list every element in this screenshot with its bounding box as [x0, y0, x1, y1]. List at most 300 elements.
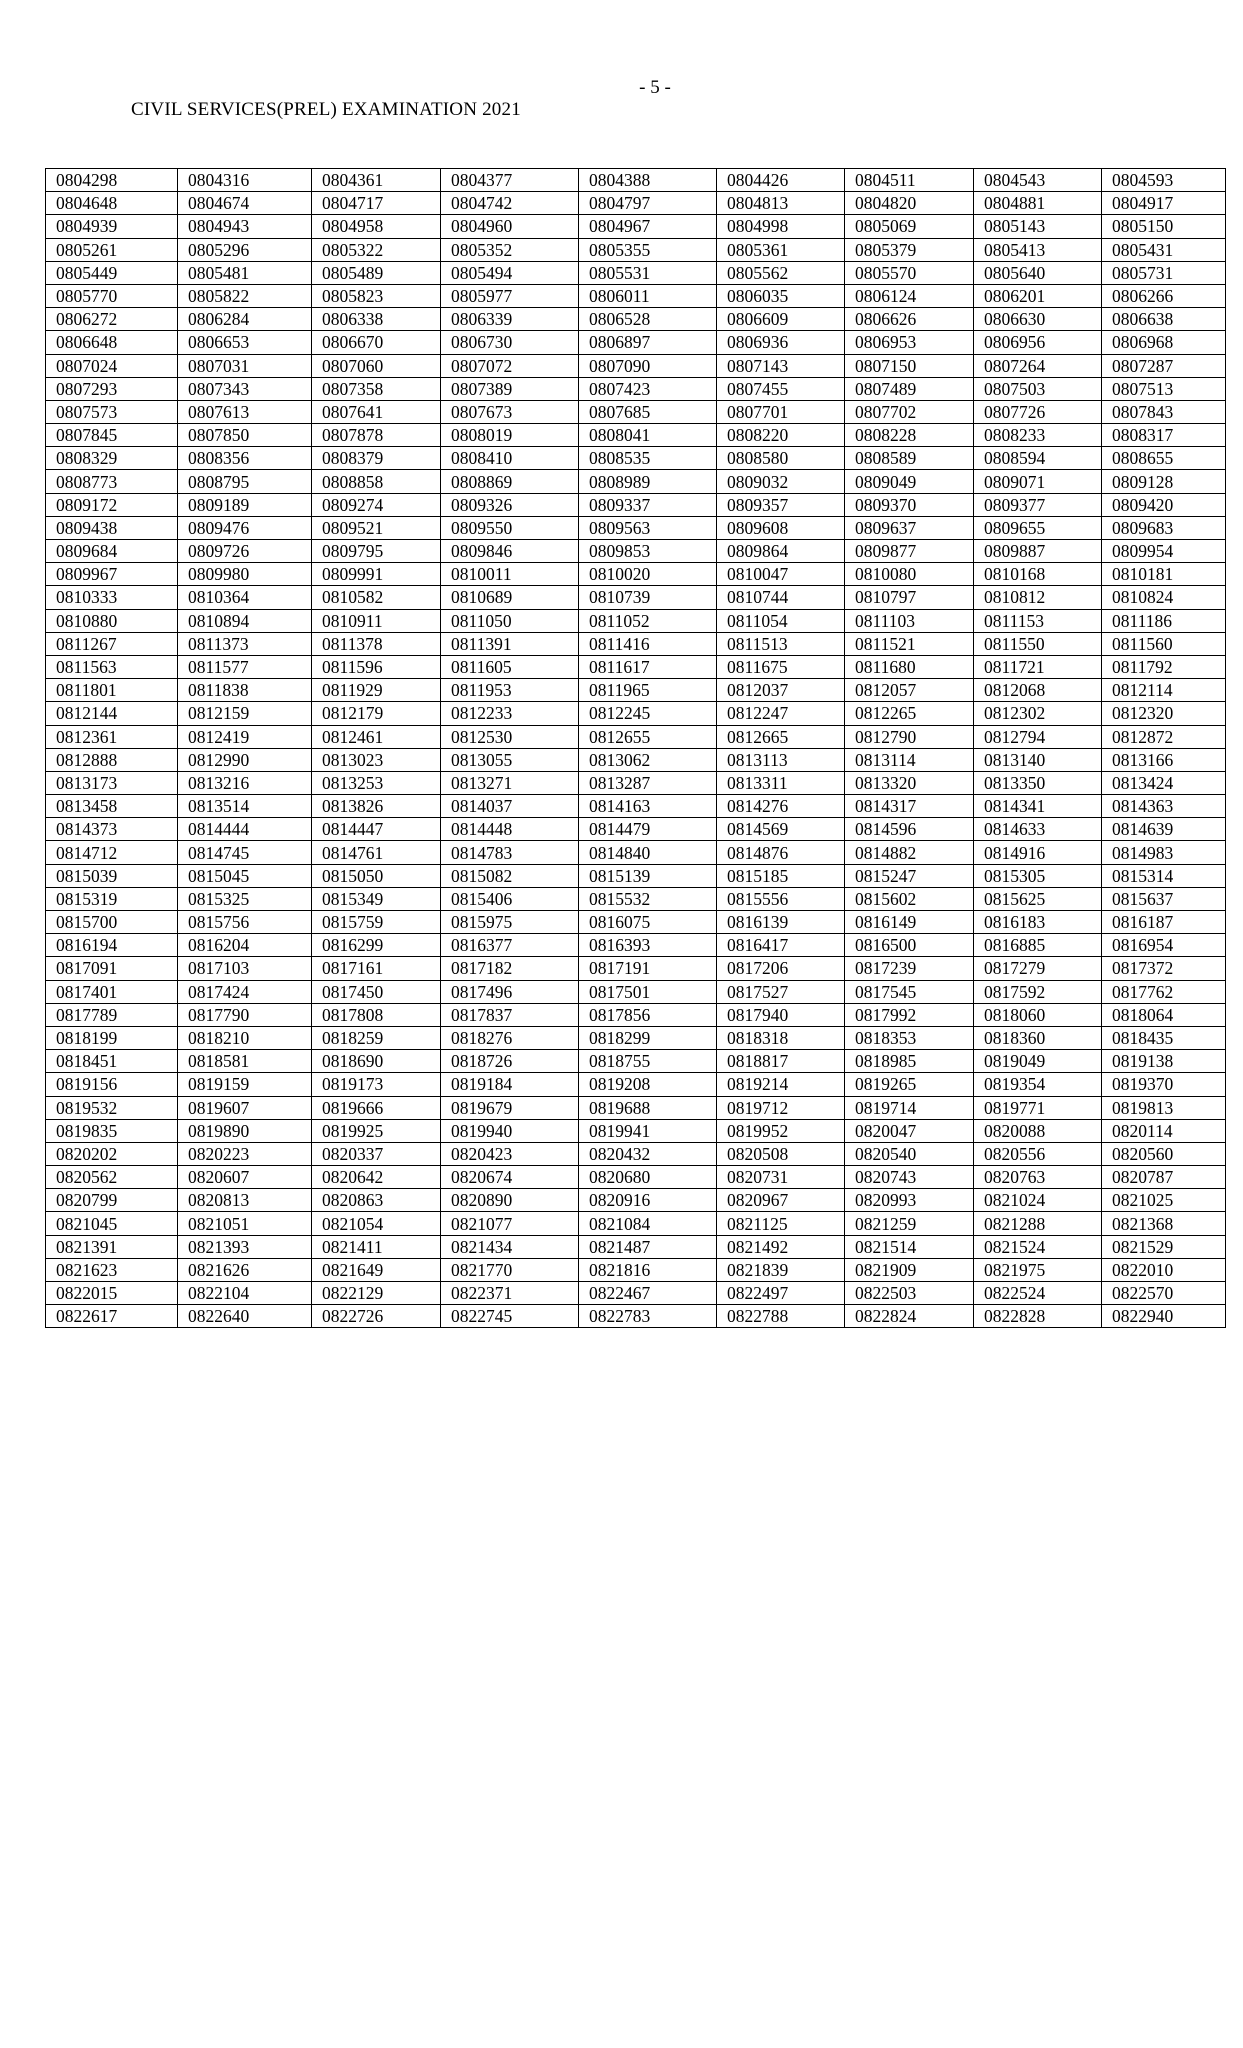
roll-number-cell: 0809608 — [717, 516, 845, 539]
roll-number-cell: 0817372 — [1102, 957, 1226, 980]
roll-number-cell: 0820560 — [1102, 1142, 1226, 1165]
roll-number-cell: 0813271 — [441, 771, 579, 794]
roll-number-cell: 0815139 — [579, 864, 717, 887]
roll-number-cell: 0819890 — [178, 1119, 312, 1142]
roll-number-cell: 0816187 — [1102, 911, 1226, 934]
roll-number-cell: 0819208 — [579, 1073, 717, 1096]
roll-number-cell: 0818199 — [46, 1026, 178, 1049]
roll-number-cell: 0811563 — [46, 655, 178, 678]
roll-number-cell: 0811577 — [178, 655, 312, 678]
roll-number-cell: 0814882 — [845, 841, 974, 864]
roll-number-cell: 0819940 — [441, 1119, 579, 1142]
roll-number-cell: 0812665 — [717, 725, 845, 748]
roll-number-cell: 0819679 — [441, 1096, 579, 1119]
roll-number-cell: 0820763 — [974, 1166, 1102, 1189]
roll-number-cell: 0812320 — [1102, 702, 1226, 725]
roll-number-cell: 0807024 — [46, 354, 178, 377]
roll-number-cell: 0807489 — [845, 377, 974, 400]
roll-number-cell: 0806284 — [178, 308, 312, 331]
roll-number-cell: 0820337 — [312, 1142, 441, 1165]
roll-number-cell: 0819354 — [974, 1073, 1102, 1096]
roll-number-cell: 0807573 — [46, 400, 178, 423]
roll-number-cell: 0807389 — [441, 377, 579, 400]
roll-number-cell: 0814373 — [46, 818, 178, 841]
roll-number-cell: 0813458 — [46, 795, 178, 818]
roll-number-cell: 0817856 — [579, 1003, 717, 1026]
roll-number-cell: 0818726 — [441, 1050, 579, 1073]
roll-number-cell: 0822783 — [579, 1305, 717, 1328]
roll-number-cell: 0818451 — [46, 1050, 178, 1073]
roll-number-cell: 0817496 — [441, 980, 579, 1003]
roll-number-cell: 0808317 — [1102, 424, 1226, 447]
roll-number-cell: 0818985 — [845, 1050, 974, 1073]
roll-number-cell: 0819138 — [1102, 1050, 1226, 1073]
roll-number-cell: 0818210 — [178, 1026, 312, 1049]
roll-number-cell: 0808589 — [845, 447, 974, 470]
roll-number-cell: 0804998 — [717, 215, 845, 238]
roll-number-cell: 0814317 — [845, 795, 974, 818]
roll-number-cell: 0809128 — [1102, 470, 1226, 493]
roll-number-cell: 0809795 — [312, 540, 441, 563]
roll-number-cell: 0806648 — [46, 331, 178, 354]
table-row — [46, 192, 1226, 215]
roll-number-cell: 0821259 — [845, 1212, 974, 1235]
roll-number-cell: 0812990 — [178, 748, 312, 771]
roll-number-cell: 0804939 — [46, 215, 178, 238]
roll-number-cell: 0804960 — [441, 215, 579, 238]
roll-number-cell: 0809887 — [974, 540, 1102, 563]
roll-number-cell: 0812233 — [441, 702, 579, 725]
roll-number-cell: 0817545 — [845, 980, 974, 1003]
table-row — [46, 795, 1226, 818]
roll-number-cell: 0821368 — [1102, 1212, 1226, 1235]
roll-number-cell: 0813424 — [1102, 771, 1226, 794]
roll-number-cell: 0811596 — [312, 655, 441, 678]
roll-number-cell: 0812790 — [845, 725, 974, 748]
table-row — [46, 748, 1226, 771]
table-row — [46, 1119, 1226, 1142]
roll-number-cell: 0815406 — [441, 887, 579, 910]
roll-number-cell: 0814633 — [974, 818, 1102, 841]
roll-number-cell: 0817103 — [178, 957, 312, 980]
roll-number-cell: 0807503 — [974, 377, 1102, 400]
roll-number-cell: 0809189 — [178, 493, 312, 516]
roll-number-cell: 0821626 — [178, 1258, 312, 1281]
roll-number-cell: 0812037 — [717, 679, 845, 702]
roll-number-cell: 0815314 — [1102, 864, 1226, 887]
roll-number-cell: 0808041 — [579, 424, 717, 447]
roll-number-cell: 0808773 — [46, 470, 178, 493]
table-row — [46, 424, 1226, 447]
roll-number-cell: 0819714 — [845, 1096, 974, 1119]
roll-number-cell: 0810020 — [579, 563, 717, 586]
roll-number-cell: 0821487 — [579, 1235, 717, 1258]
table-row — [46, 238, 1226, 261]
roll-number-cell: 0814916 — [974, 841, 1102, 864]
roll-number-cell: 0818318 — [717, 1026, 845, 1049]
roll-number-cell: 0820967 — [717, 1189, 845, 1212]
roll-number-cell: 0822617 — [46, 1305, 178, 1328]
roll-number-cell: 0819688 — [579, 1096, 717, 1119]
roll-number-cell: 0815082 — [441, 864, 579, 887]
roll-number-cell: 0808356 — [178, 447, 312, 470]
table-row — [46, 655, 1226, 678]
roll-number-cell: 0809326 — [441, 493, 579, 516]
roll-number-cell: 0816194 — [46, 934, 178, 957]
roll-number-cell: 0809032 — [717, 470, 845, 493]
roll-number-cell: 0816299 — [312, 934, 441, 957]
table-row — [46, 980, 1226, 1003]
roll-number-cell: 0811103 — [845, 609, 974, 632]
roll-number-table — [45, 168, 1226, 1328]
roll-number-cell: 0816393 — [579, 934, 717, 957]
roll-number-cell: 0810911 — [312, 609, 441, 632]
roll-number-cell: 0815325 — [178, 887, 312, 910]
roll-number-cell: 0813253 — [312, 771, 441, 794]
roll-number-cell: 0818353 — [845, 1026, 974, 1049]
roll-number-cell: 0820114 — [1102, 1119, 1226, 1142]
roll-number-cell: 0814276 — [717, 795, 845, 818]
roll-number-cell: 0809967 — [46, 563, 178, 586]
roll-number-cell: 0805570 — [845, 261, 974, 284]
roll-number-cell: 0807701 — [717, 400, 845, 423]
roll-number-cell: 0812419 — [178, 725, 312, 748]
roll-number-cell: 0820674 — [441, 1166, 579, 1189]
roll-number-cell: 0819941 — [579, 1119, 717, 1142]
table-row — [46, 725, 1226, 748]
roll-number-cell: 0818299 — [579, 1026, 717, 1049]
roll-number-cell: 0822940 — [1102, 1305, 1226, 1328]
roll-number-cell: 0812265 — [845, 702, 974, 725]
roll-number-cell: 0819265 — [845, 1073, 974, 1096]
roll-number-cell: 0816885 — [974, 934, 1102, 957]
roll-number-cell: 0811801 — [46, 679, 178, 702]
roll-number-cell: 0809954 — [1102, 540, 1226, 563]
roll-number-cell: 0809683 — [1102, 516, 1226, 539]
roll-number-cell: 0812655 — [579, 725, 717, 748]
roll-number-cell: 0811953 — [441, 679, 579, 702]
roll-number-cell: 0819049 — [974, 1050, 1102, 1073]
roll-number-cell: 0815975 — [441, 911, 579, 934]
roll-number-cell: 0812114 — [1102, 679, 1226, 702]
roll-number-cell: 0814840 — [579, 841, 717, 864]
roll-number-cell: 0806630 — [974, 308, 1102, 331]
roll-number-cell: 0810739 — [579, 586, 717, 609]
roll-number-cell: 0816377 — [441, 934, 579, 957]
roll-number-cell: 0820813 — [178, 1189, 312, 1212]
roll-number-cell: 0821524 — [974, 1235, 1102, 1258]
table-row — [46, 864, 1226, 887]
roll-number-cell: 0816075 — [579, 911, 717, 934]
roll-number-cell: 0819159 — [178, 1073, 312, 1096]
table-row — [46, 563, 1226, 586]
roll-number-cell: 0804648 — [46, 192, 178, 215]
roll-number-cell: 0815349 — [312, 887, 441, 910]
roll-number-cell: 0813350 — [974, 771, 1102, 794]
roll-number-cell: 0806528 — [579, 308, 717, 331]
table-row — [46, 632, 1226, 655]
roll-number-cell: 0815625 — [974, 887, 1102, 910]
roll-number-cell: 0811391 — [441, 632, 579, 655]
roll-number-cell: 0808220 — [717, 424, 845, 447]
roll-number-cell: 0804511 — [845, 169, 974, 192]
roll-number-cell: 0816204 — [178, 934, 312, 957]
roll-number-cell: 0805489 — [312, 261, 441, 284]
roll-number-cell: 0822524 — [974, 1282, 1102, 1305]
roll-number-cell: 0818690 — [312, 1050, 441, 1073]
table-row — [46, 1026, 1226, 1049]
table-row — [46, 1142, 1226, 1165]
roll-number-cell: 0806897 — [579, 331, 717, 354]
roll-number-cell: 0813166 — [1102, 748, 1226, 771]
roll-number-cell: 0808329 — [46, 447, 178, 470]
roll-number-cell: 0818435 — [1102, 1026, 1226, 1049]
table-row — [46, 516, 1226, 539]
roll-number-cell: 0818060 — [974, 1003, 1102, 1026]
roll-number-cell: 0809846 — [441, 540, 579, 563]
table-row — [46, 934, 1226, 957]
roll-number-cell: 0813062 — [579, 748, 717, 771]
roll-number-cell: 0806035 — [717, 284, 845, 307]
roll-number-cell: 0806626 — [845, 308, 974, 331]
roll-number-cell: 0809071 — [974, 470, 1102, 493]
roll-number-cell: 0813514 — [178, 795, 312, 818]
roll-number-cell: 0816417 — [717, 934, 845, 957]
roll-number-cell: 0805143 — [974, 215, 1102, 238]
roll-number-cell: 0809991 — [312, 563, 441, 586]
table-row — [46, 400, 1226, 423]
roll-number-cell: 0815700 — [46, 911, 178, 934]
roll-number-cell: 0804813 — [717, 192, 845, 215]
roll-number-cell: 0814761 — [312, 841, 441, 864]
roll-number-cell: 0819173 — [312, 1073, 441, 1096]
roll-number-cell: 0815319 — [46, 887, 178, 910]
roll-number-cell: 0805494 — [441, 261, 579, 284]
table-row — [46, 841, 1226, 864]
roll-number-cell: 0804316 — [178, 169, 312, 192]
roll-number-cell: 0818581 — [178, 1050, 312, 1073]
table-row — [46, 1235, 1226, 1258]
page-number: - 5 - — [639, 77, 671, 98]
roll-number-table-body — [46, 169, 1226, 1328]
roll-number-cell: 0808869 — [441, 470, 579, 493]
roll-number-cell: 0806272 — [46, 308, 178, 331]
table-row — [46, 1073, 1226, 1096]
roll-number-cell: 0805361 — [717, 238, 845, 261]
roll-number-cell: 0820680 — [579, 1166, 717, 1189]
roll-number-cell: 0814639 — [1102, 818, 1226, 841]
roll-number-cell: 0812302 — [974, 702, 1102, 725]
roll-number-cell: 0819835 — [46, 1119, 178, 1142]
roll-number-cell: 0813114 — [845, 748, 974, 771]
roll-number-cell: 0807264 — [974, 354, 1102, 377]
roll-number-cell: 0808019 — [441, 424, 579, 447]
roll-number-cell: 0805413 — [974, 238, 1102, 261]
roll-number-cell: 0809864 — [717, 540, 845, 563]
roll-number-cell: 0822467 — [579, 1282, 717, 1305]
roll-number-cell: 0805562 — [717, 261, 845, 284]
roll-number-cell: 0819607 — [178, 1096, 312, 1119]
roll-number-cell: 0820088 — [974, 1119, 1102, 1142]
table-row — [46, 354, 1226, 377]
roll-number-cell: 0817206 — [717, 957, 845, 980]
roll-number-cell: 0821649 — [312, 1258, 441, 1281]
roll-number-cell: 0808858 — [312, 470, 441, 493]
roll-number-cell: 0818064 — [1102, 1003, 1226, 1026]
roll-number-cell: 0807726 — [974, 400, 1102, 423]
table-row — [46, 447, 1226, 470]
roll-number-cell: 0814569 — [717, 818, 845, 841]
roll-number-cell: 0808655 — [1102, 447, 1226, 470]
roll-number-cell: 0822497 — [717, 1282, 845, 1305]
roll-number-cell: 0822503 — [845, 1282, 974, 1305]
roll-number-cell: 0821125 — [717, 1212, 845, 1235]
roll-number-cell: 0815602 — [845, 887, 974, 910]
roll-number-cell: 0820642 — [312, 1166, 441, 1189]
roll-number-cell: 0817182 — [441, 957, 579, 980]
roll-number-cell: 0822570 — [1102, 1282, 1226, 1305]
roll-number-cell: 0809521 — [312, 516, 441, 539]
roll-number-cell: 0805822 — [178, 284, 312, 307]
roll-number-cell: 0815039 — [46, 864, 178, 887]
roll-number-cell: 0813173 — [46, 771, 178, 794]
roll-number-cell: 0806956 — [974, 331, 1102, 354]
roll-number-cell: 0804674 — [178, 192, 312, 215]
roll-number-cell: 0821514 — [845, 1235, 974, 1258]
roll-number-cell: 0811929 — [312, 679, 441, 702]
roll-number-cell: 0804797 — [579, 192, 717, 215]
roll-number-cell: 0807673 — [441, 400, 579, 423]
roll-number-cell: 0821623 — [46, 1258, 178, 1281]
roll-number-cell: 0818276 — [441, 1026, 579, 1049]
roll-number-cell: 0822371 — [441, 1282, 579, 1305]
roll-number-cell: 0812461 — [312, 725, 441, 748]
roll-number-cell: 0807072 — [441, 354, 579, 377]
roll-number-cell: 0805355 — [579, 238, 717, 261]
roll-number-cell: 0819156 — [46, 1073, 178, 1096]
roll-number-cell: 0805150 — [1102, 215, 1226, 238]
roll-number-cell: 0807685 — [579, 400, 717, 423]
roll-number-cell: 0812057 — [845, 679, 974, 702]
table-row — [46, 702, 1226, 725]
roll-number-cell: 0809370 — [845, 493, 974, 516]
roll-number-cell: 0814163 — [579, 795, 717, 818]
roll-number-cell: 0807143 — [717, 354, 845, 377]
roll-number-cell: 0819712 — [717, 1096, 845, 1119]
roll-number-cell: 0820743 — [845, 1166, 974, 1189]
roll-number-cell: 0811513 — [717, 632, 845, 655]
roll-number-cell: 0822726 — [312, 1305, 441, 1328]
roll-number-cell: 0816183 — [974, 911, 1102, 934]
roll-number-cell: 0820423 — [441, 1142, 579, 1165]
roll-number-cell: 0822788 — [717, 1305, 845, 1328]
roll-number-cell: 0811838 — [178, 679, 312, 702]
roll-number-cell: 0804958 — [312, 215, 441, 238]
roll-number-cell: 0806339 — [441, 308, 579, 331]
roll-number-cell: 0807031 — [178, 354, 312, 377]
table-row — [46, 284, 1226, 307]
roll-number-cell: 0821084 — [579, 1212, 717, 1235]
roll-number-cell: 0805069 — [845, 215, 974, 238]
table-row — [46, 887, 1226, 910]
roll-number-cell: 0807455 — [717, 377, 845, 400]
roll-number-cell: 0805977 — [441, 284, 579, 307]
roll-number-cell: 0811052 — [579, 609, 717, 632]
roll-number-cell: 0811680 — [845, 655, 974, 678]
roll-number-cell: 0810797 — [845, 586, 974, 609]
roll-number-cell: 0817789 — [46, 1003, 178, 1026]
table-row — [46, 1305, 1226, 1328]
roll-number-cell: 0807850 — [178, 424, 312, 447]
roll-number-cell: 0816149 — [845, 911, 974, 934]
roll-number-cell: 0811050 — [441, 609, 579, 632]
roll-number-cell: 0807845 — [46, 424, 178, 447]
table-row — [46, 609, 1226, 632]
roll-number-cell: 0805640 — [974, 261, 1102, 284]
roll-number-cell: 0808233 — [974, 424, 1102, 447]
table-row — [46, 1258, 1226, 1281]
table-row — [46, 308, 1226, 331]
roll-number-cell: 0818360 — [974, 1026, 1102, 1049]
roll-number-cell: 0805296 — [178, 238, 312, 261]
table-row — [46, 493, 1226, 516]
roll-number-cell: 0820223 — [178, 1142, 312, 1165]
roll-number-cell: 0817279 — [974, 957, 1102, 980]
roll-number-cell: 0821045 — [46, 1212, 178, 1235]
roll-number-cell: 0806653 — [178, 331, 312, 354]
roll-number-cell: 0814037 — [441, 795, 579, 818]
roll-number-cell: 0806968 — [1102, 331, 1226, 354]
roll-number-cell: 0807090 — [579, 354, 717, 377]
roll-number-cell: 0821393 — [178, 1235, 312, 1258]
roll-number-cell: 0807513 — [1102, 377, 1226, 400]
roll-number-cell: 0806730 — [441, 331, 579, 354]
roll-number-cell: 0821391 — [46, 1235, 178, 1258]
roll-number-cell: 0821025 — [1102, 1189, 1226, 1212]
roll-number-cell: 0810168 — [974, 563, 1102, 586]
roll-number-cell: 0816139 — [717, 911, 845, 934]
roll-number-cell: 0807287 — [1102, 354, 1226, 377]
roll-number-cell: 0813055 — [441, 748, 579, 771]
roll-number-cell: 0812888 — [46, 748, 178, 771]
roll-number-cell: 0808535 — [579, 447, 717, 470]
table-row — [46, 1189, 1226, 1212]
roll-number-cell: 0811965 — [579, 679, 717, 702]
roll-number-cell: 0817808 — [312, 1003, 441, 1026]
roll-number-cell: 0817191 — [579, 957, 717, 980]
table-row — [46, 261, 1226, 284]
roll-number-cell: 0811560 — [1102, 632, 1226, 655]
roll-number-cell: 0816954 — [1102, 934, 1226, 957]
roll-number-cell: 0822015 — [46, 1282, 178, 1305]
roll-number-cell: 0806338 — [312, 308, 441, 331]
roll-number-cell: 0820993 — [845, 1189, 974, 1212]
roll-number-cell: 0805823 — [312, 284, 441, 307]
roll-number-cell: 0820540 — [845, 1142, 974, 1165]
roll-number-cell: 0805770 — [46, 284, 178, 307]
roll-number-cell: 0809438 — [46, 516, 178, 539]
roll-number-cell: 0817424 — [178, 980, 312, 1003]
roll-number-cell: 0810894 — [178, 609, 312, 632]
roll-number-cell: 0812179 — [312, 702, 441, 725]
table-row — [46, 331, 1226, 354]
roll-number-cell: 0809563 — [579, 516, 717, 539]
roll-number-cell: 0814983 — [1102, 841, 1226, 864]
roll-number-cell: 0808989 — [579, 470, 717, 493]
roll-number-cell: 0819370 — [1102, 1073, 1226, 1096]
roll-number-cell: 0804742 — [441, 192, 579, 215]
roll-number-cell: 0819184 — [441, 1073, 579, 1096]
